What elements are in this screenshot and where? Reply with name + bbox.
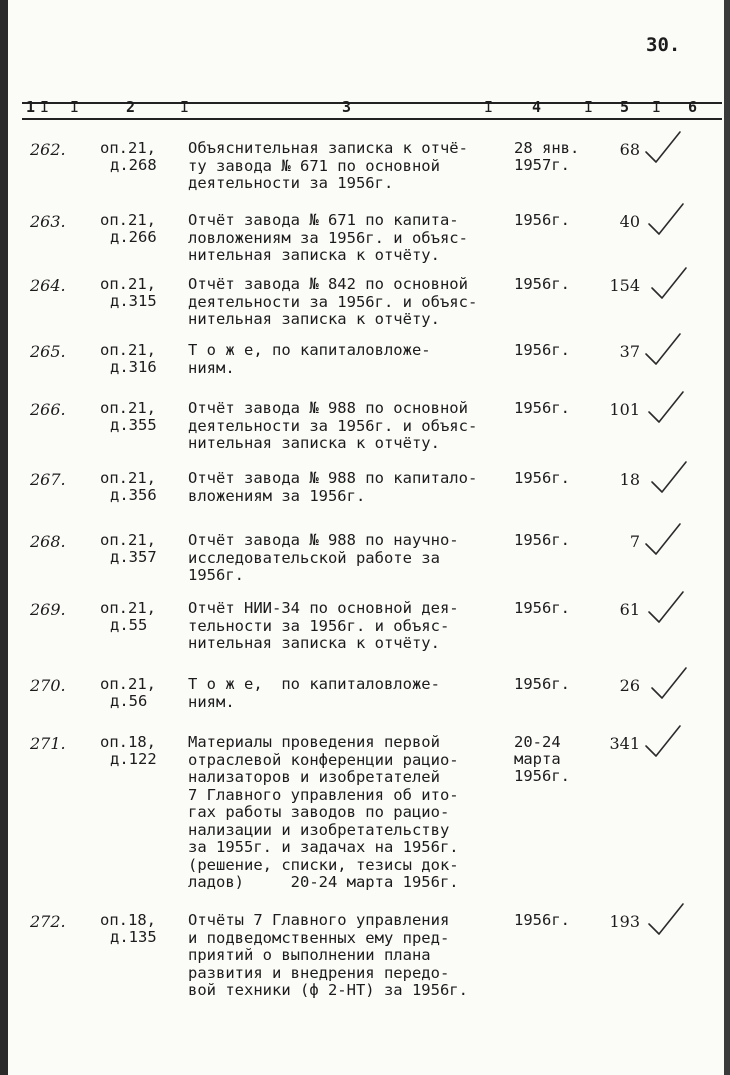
entry-date	[514, 342, 570, 359]
entry-title	[188, 342, 493, 377]
entry-title-line: деятельности за 1956г. и объяс-	[188, 292, 478, 311]
header-separator: I	[652, 98, 662, 116]
checkmark-icon	[645, 388, 687, 428]
entry-title-line: исследовательской работе за	[188, 548, 440, 567]
entry-title-line: развития и внедрения передо-	[188, 963, 450, 982]
entry-title-line: Объяснительная записка к отчё-	[188, 139, 468, 157]
entry-title	[188, 470, 493, 505]
entry-title-line: нительная записка к отчёту.	[188, 246, 440, 264]
entry-title-line: ту завода № 671 по основной	[188, 156, 440, 175]
entry-reference-line: оп.21,	[100, 275, 156, 293]
table-header	[22, 94, 722, 122]
entry-reference-line: д.316	[110, 358, 157, 376]
entry-pages: 37	[619, 342, 640, 361]
entry-reference	[100, 276, 157, 310]
entry-reference-line: д.56	[110, 692, 148, 710]
entry-title	[188, 212, 493, 265]
entry-pages: 26	[619, 676, 640, 695]
header-separator: I	[40, 98, 50, 116]
entry-reference	[100, 400, 157, 434]
entry-reference	[100, 912, 157, 946]
checkmark-icon	[642, 128, 684, 168]
entry-reference	[100, 140, 157, 174]
entry-date-line: 1956г.	[514, 211, 570, 229]
entry-title-line: Отчёт завода № 988 по основной	[188, 399, 468, 417]
entry-date-line: 1956г.	[514, 767, 570, 785]
entry-date	[514, 140, 579, 174]
entry-reference-line: д.135	[110, 928, 157, 946]
header-col-3: 3	[342, 98, 352, 116]
header-col-4: 4	[532, 98, 542, 116]
entry-title-line: Т о ж е, по капиталовложе-	[188, 675, 440, 693]
entry-date-line: 20-24	[514, 733, 561, 751]
checkmark-icon	[642, 330, 684, 370]
entry-reference-line: д.266	[110, 228, 157, 246]
header-separator: I	[180, 98, 190, 116]
entry-reference-line: оп.21,	[100, 399, 156, 417]
entry-date	[514, 676, 570, 693]
checkmark-icon	[645, 588, 687, 628]
checkmark-icon	[648, 458, 690, 498]
entry-pages: 341	[609, 734, 640, 753]
entry-title-line: Отчёт завода № 671 по капита-	[188, 211, 459, 229]
entry-title-line: деятельности за 1956г. и объяс-	[188, 416, 478, 435]
entry-number: 270.	[30, 676, 66, 695]
entry-date-line: 1956г.	[514, 275, 570, 293]
entry-pages: 154	[609, 276, 640, 295]
entry-title-line: вложениям за 1956г.	[188, 486, 366, 505]
entry-title-line: 7 Главного управления об ито-	[188, 785, 459, 804]
entry-reference-line: оп.21,	[100, 211, 156, 229]
entry-title-line: нительная записка к отчёту.	[188, 310, 440, 328]
entry-reference	[100, 212, 157, 246]
entry-reference	[100, 600, 156, 634]
entry-date	[514, 734, 570, 785]
entry-date-line: 1956г.	[514, 675, 570, 693]
entry-title-line: нализаторов и изобретателей	[188, 768, 440, 786]
entry-date-line: 1956г.	[514, 469, 570, 487]
entry-date	[514, 212, 570, 229]
entry-date	[514, 912, 570, 929]
entry-number: 264.	[30, 276, 66, 295]
entry-title-line: тельности за 1956г. и объяс-	[188, 616, 450, 635]
entry-reference-line: оп.21,	[100, 599, 156, 617]
entry-date-line: 1956г.	[514, 341, 570, 359]
header-col-6: 6	[688, 98, 698, 116]
entry-title-line: Отчёт завода № 988 по научно-	[188, 531, 459, 549]
entry-pages: 68	[619, 140, 640, 159]
checkmark-icon	[642, 520, 684, 560]
entry-date-line: марта	[514, 750, 561, 768]
entry-title-line: Т о ж е, по капиталовложе-	[188, 341, 431, 359]
entry-reference	[100, 676, 156, 710]
entry-title	[188, 912, 493, 1000]
entry-title-line: Отчёт НИИ-34 по основной дея-	[188, 599, 459, 617]
entry-number: 262.	[30, 140, 66, 159]
entry-reference-line: оп.18,	[100, 733, 156, 751]
entry-pages: 18	[619, 470, 640, 489]
checkmark-icon	[645, 900, 687, 940]
entry-title	[188, 140, 493, 193]
header-col-1: 1	[26, 98, 36, 116]
entry-date	[514, 470, 570, 487]
entry-pages: 193	[609, 912, 640, 931]
entry-title-line: приятий о выполнении плана	[188, 946, 431, 964]
entry-title-line: ладов) 20-24 марта 1956г.	[188, 873, 459, 891]
entry-reference-line: оп.21,	[100, 469, 156, 487]
entry-pages: 101	[609, 400, 640, 419]
entry-pages: 7	[629, 532, 640, 551]
entry-title	[188, 734, 493, 892]
page-number: 30.	[646, 34, 681, 56]
entry-title	[188, 400, 493, 453]
entry-reference	[100, 734, 157, 768]
entry-pages: 61	[619, 600, 640, 619]
entry-date-line: 1957г.	[514, 156, 570, 174]
checkmark-icon	[648, 264, 690, 304]
entry-date-line: 1956г.	[514, 531, 570, 549]
entry-title-line: за 1955г. и задачах на 1956г.	[188, 838, 459, 856]
entry-title-line: и подведомственных ему пред-	[188, 928, 450, 947]
entry-date	[514, 276, 570, 293]
entry-reference-line: д.315	[110, 292, 157, 310]
entry-reference	[100, 470, 157, 504]
entry-title-line: 1956г.	[188, 566, 244, 584]
entry-reference-line: оп.18,	[100, 911, 156, 929]
entry-date-line: 28 янв.	[514, 139, 580, 157]
entry-number: 263.	[30, 212, 66, 231]
entry-reference	[100, 342, 157, 376]
entry-title-line: деятельности за 1956г.	[188, 174, 394, 192]
entry-title-line: Отчёт завода № 988 по капитало-	[188, 469, 478, 487]
entry-date-line: 1956г.	[514, 911, 570, 929]
entry-reference-line: д.355	[110, 416, 157, 434]
entry-title	[188, 276, 493, 329]
entry-number: 265.	[30, 342, 66, 361]
entry-title-line: ниям.	[188, 358, 235, 377]
header-bottom-rule	[22, 118, 722, 120]
header-separator: I	[584, 98, 594, 116]
entry-reference-line: д.356	[110, 486, 157, 504]
scan-edge-left	[0, 0, 8, 1075]
header-col-5: 5	[620, 98, 630, 116]
entry-title	[188, 600, 493, 653]
entry-date	[514, 532, 570, 549]
entry-title-line: (решение, списки, тезисы док-	[188, 855, 459, 874]
entry-date-line: 1956г.	[514, 399, 570, 417]
entry-title-line: ниям.	[188, 692, 235, 711]
entry-date	[514, 600, 570, 617]
entry-reference-line: д.122	[110, 750, 157, 768]
header-separator: I	[484, 98, 494, 116]
entry-date	[514, 400, 570, 417]
entry-reference-line: д.55	[110, 616, 148, 634]
entry-title	[188, 532, 493, 585]
header-separator: I	[70, 98, 80, 116]
entry-number: 271.	[30, 734, 66, 753]
entry-number: 269.	[30, 600, 66, 619]
entry-title	[188, 676, 493, 711]
entry-date-line: 1956г.	[514, 599, 570, 617]
entry-title-line: нительная записка к отчёту.	[188, 434, 440, 452]
entry-number: 266.	[30, 400, 66, 419]
checkmark-icon	[648, 664, 690, 704]
entry-title-line: нализации и изобретательству	[188, 820, 450, 839]
entry-title-line: нительная записка к отчёту.	[188, 634, 440, 652]
entry-title-line: Отчёт завода № 842 по основной	[188, 275, 468, 293]
entry-reference-line: оп.21,	[100, 675, 156, 693]
entry-pages: 40	[619, 212, 640, 231]
entry-title-line: отраслевой конференции рацио-	[188, 750, 459, 769]
entry-title-line: вой техники (ф 2-НТ) за 1956г.	[188, 981, 468, 999]
header-col-2: 2	[126, 98, 136, 116]
entry-reference-line: д.357	[110, 548, 157, 566]
scan-edge-right	[724, 0, 730, 1075]
entry-reference	[100, 532, 157, 566]
entry-reference-line: д.268	[110, 156, 157, 174]
checkmark-icon	[645, 200, 687, 240]
entry-number: 272.	[30, 912, 66, 931]
entry-reference-line: оп.21,	[100, 341, 156, 359]
entry-title-line: гах работы заводов по рацио-	[188, 803, 450, 821]
entry-number: 267.	[30, 470, 66, 489]
entry-title-line: Материалы проведения первой	[188, 733, 440, 751]
entry-title-line: Отчёты 7 Главного управления	[188, 911, 450, 929]
entry-reference-line: оп.21,	[100, 531, 156, 549]
entry-title-line: ловложениям за 1956г. и объяс-	[188, 228, 468, 247]
entry-reference-line: оп.21,	[100, 139, 156, 157]
checkmark-icon	[642, 722, 684, 762]
entry-number: 268.	[30, 532, 66, 551]
